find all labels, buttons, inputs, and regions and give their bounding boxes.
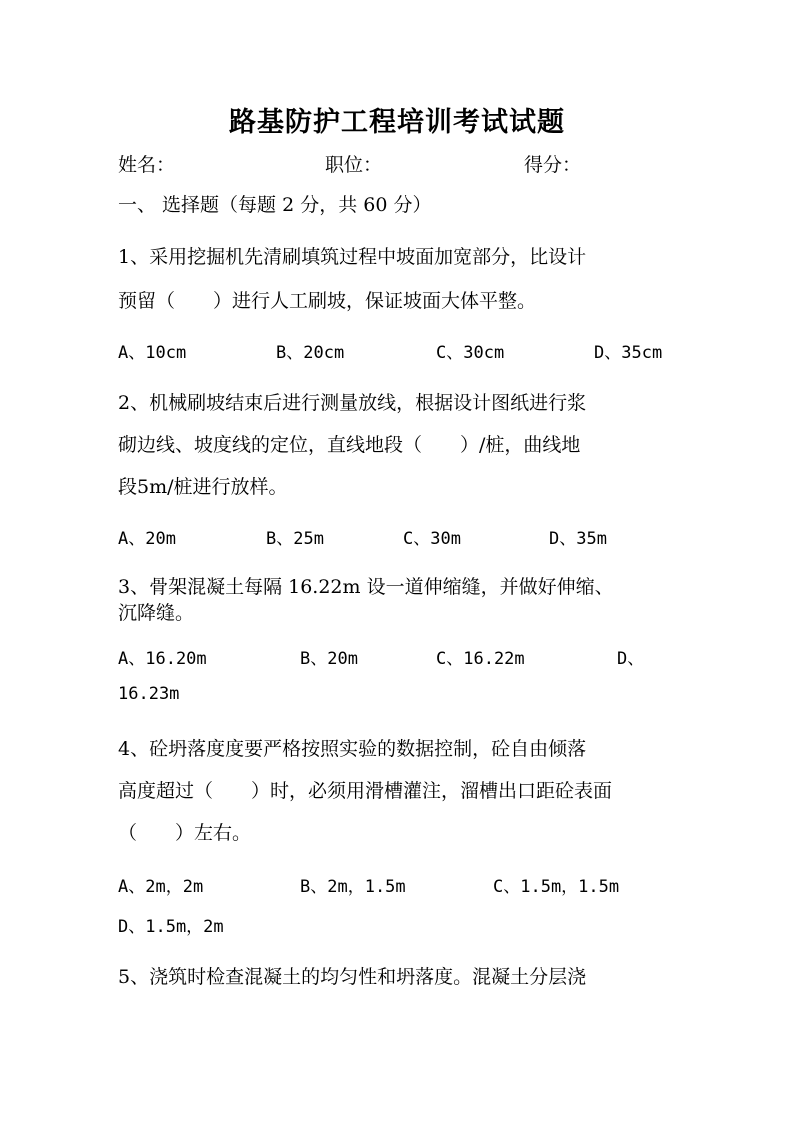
question-1-option-b: B、20cm	[276, 343, 345, 363]
question-3-option-d-value: 16.23m	[118, 684, 180, 704]
question-3-line-1: 3、骨架混凝土每隔 16.22m 设一道伸缩缝，并做好伸缩、	[118, 576, 614, 598]
question-3-option-a: A、16.20m	[118, 649, 207, 669]
question-4-line-1: 4、砼坍落度度要严格按照实验的数据控制，砼自由倾落	[118, 738, 587, 760]
question-1-option-d: D、35cm	[594, 343, 663, 363]
name-label: 姓名：	[118, 154, 176, 176]
question-4-line-3: （ ）左右。	[118, 822, 252, 844]
question-4-option-a: A、2m，2m	[118, 877, 204, 897]
question-2-line-3: 段5m/桩进行放样。	[118, 476, 288, 498]
question-2-option-d: D、35m	[549, 529, 607, 549]
question-4-option-c: C、1.5m，1.5m	[493, 877, 620, 897]
question-3-option-b: B、20m	[300, 649, 358, 669]
question-3-option-c: C、16.22m	[436, 649, 525, 669]
question-3-option-d: D、	[617, 649, 645, 669]
question-4-line-2: 高度超过（ ）时，必须用滑槽灌注，溜槽出口距砼表面	[118, 780, 613, 802]
score-label: 得分：	[524, 154, 582, 176]
question-2-line-2: 砌边线、坡度线的定位，直线地段（ ）/桩，曲线地	[118, 434, 581, 456]
question-1-line-1: 1、采用挖掘机先清刷填筑过程中坡面加宽部分，比设计	[118, 246, 587, 268]
question-2-option-c: C、30m	[403, 529, 461, 549]
position-label: 职位：	[325, 154, 383, 176]
question-1-option-c: C、30cm	[436, 343, 505, 363]
question-2-line-1: 2、机械刷坡结束后进行测量放线，根据设计图纸进行浆	[118, 392, 587, 414]
question-1-line-2: 预留（ ）进行人工刷坡，保证坡面大体平整。	[118, 290, 537, 312]
page-title: 路基防护工程培训考试试题	[229, 107, 565, 138]
question-3-line-2: 沉降缝。	[118, 602, 195, 624]
question-2-option-b: B、25m	[266, 529, 324, 549]
section-heading: 一、 选择题（每题 2 分，共 60 分）	[118, 194, 432, 216]
question-4-option-b: B、2m，1.5m	[300, 877, 406, 897]
question-5-line-1: 5、浇筑时检查混凝土的均匀性和坍落度。混凝土分层浇	[118, 966, 587, 988]
question-1-option-a: A、10cm	[118, 343, 187, 363]
question-2-option-a: A、20m	[118, 529, 176, 549]
question-4-option-d: D、1.5m，2m	[118, 917, 224, 937]
